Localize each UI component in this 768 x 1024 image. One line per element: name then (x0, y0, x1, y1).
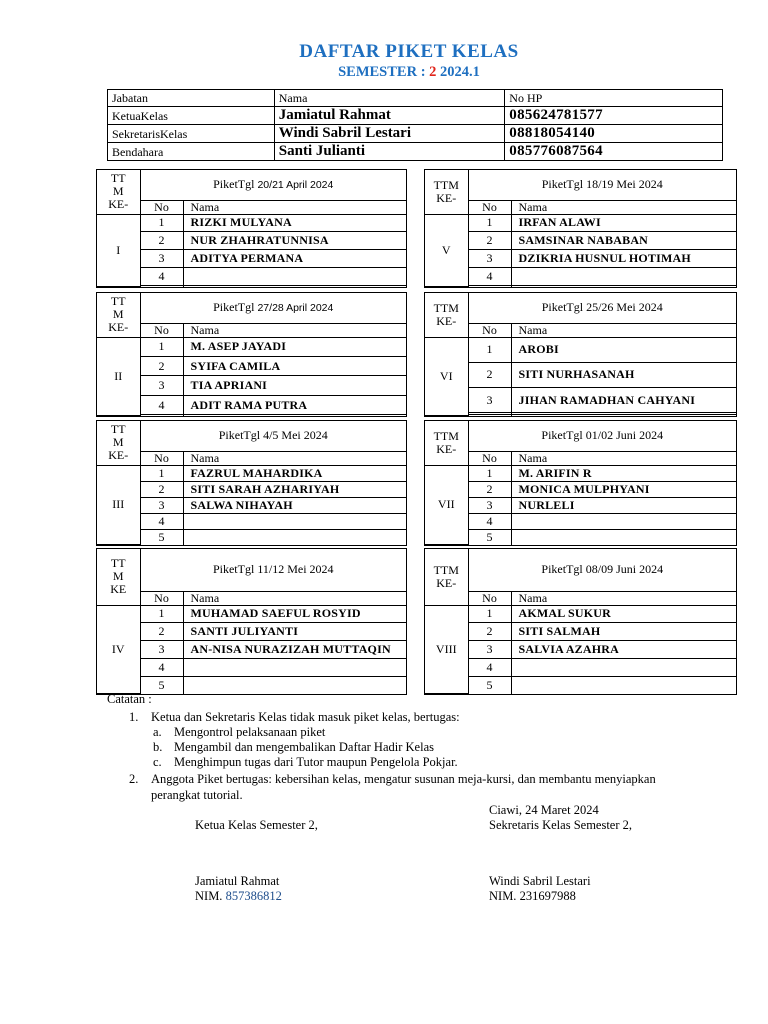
block-table (97, 421, 406, 545)
officer-role: Bendahara (108, 143, 275, 161)
ttm-line: KE- (108, 448, 129, 463)
member-row (425, 232, 736, 250)
right-signer-title: Sekretaris Kelas Semester 2, (489, 818, 633, 832)
semester-year: 2024.1 (440, 64, 480, 80)
sub-letter: c. (153, 755, 162, 769)
ttm-line: M (112, 184, 124, 199)
member-no: 4 (140, 658, 183, 676)
piket-prefix: PiketTgl (541, 300, 584, 315)
piket-date-header (140, 549, 406, 591)
member-name: AROBI (511, 337, 736, 362)
member-row (97, 497, 406, 513)
member-name (183, 658, 406, 676)
header-nama: Nama (274, 90, 505, 107)
officer-name: Windi Sabril Lestari (274, 125, 505, 143)
member-row (97, 676, 406, 693)
sub-letter: b. (153, 740, 163, 754)
member-name (511, 268, 736, 286)
member-name (511, 415, 736, 416)
member-row (425, 676, 736, 693)
block-table (425, 549, 736, 694)
member-no: 4 (468, 513, 511, 529)
col-nama-header: Nama (511, 451, 736, 465)
member-no: 4 (468, 268, 511, 286)
col-no-header: No (140, 451, 183, 465)
piket-prefix: PiketTgl (541, 177, 584, 192)
ttm-label (97, 421, 140, 465)
col-nama-header: Nama (511, 323, 736, 337)
ttm-line: TTM (433, 562, 459, 577)
member-no (140, 415, 183, 416)
member-row (97, 286, 406, 287)
ttm-line: M (112, 435, 124, 450)
member-row (425, 605, 736, 623)
piket-date: 11/12 Mei 2024 (257, 562, 334, 577)
ttm-label (97, 293, 140, 337)
right-signer-nim (489, 889, 576, 904)
place-date: Ciawi, 24 Maret 2024 (489, 803, 599, 817)
member-no: 1 (468, 337, 511, 362)
ttm-line: TTM (433, 177, 459, 192)
officer-phone: 085624781577 (505, 107, 723, 125)
note-text: perangkat tutorial. (151, 788, 243, 802)
nim-label: NIM. (489, 889, 517, 903)
member-no: 2 (140, 623, 183, 641)
piket-date-header (468, 421, 736, 451)
member-no: 2 (140, 481, 183, 497)
meeting-roman: I (97, 214, 140, 287)
col-nama-header: Nama (183, 200, 406, 214)
col-nama-header: Nama (183, 591, 406, 605)
left-signer-title: Ketua Kelas Semester 2, (195, 818, 318, 832)
member-name (511, 286, 736, 287)
member-row (425, 623, 736, 641)
member-name: AN-NISA NURAZIZAH MUTTAQIN (183, 641, 406, 659)
officer-role: SekretarisKelas (108, 125, 275, 143)
officer-name: Santi Julianti (274, 143, 505, 161)
col-nama-header: Nama (183, 323, 406, 337)
piket-date-header (468, 293, 736, 323)
member-row (97, 623, 406, 641)
block-table (97, 549, 406, 694)
member-no: 2 (468, 362, 511, 387)
member-row (425, 214, 736, 232)
member-no: 5 (468, 676, 511, 693)
col-no-header: No (140, 591, 183, 605)
member-row (97, 529, 406, 545)
member-row (97, 337, 406, 356)
nim-value: 857386812 (225, 889, 282, 903)
member-no: 2 (468, 481, 511, 497)
meeting-roman: II (97, 337, 140, 416)
ttm-line: TT (110, 556, 126, 571)
member-row (97, 395, 406, 414)
ttm-label (425, 549, 468, 605)
member-row (97, 641, 406, 659)
meeting-roman: VIII (425, 605, 468, 694)
member-no: 1 (140, 465, 183, 481)
right-signer-name: Windi Sabril Lestari (489, 874, 591, 888)
member-no: 2 (468, 232, 511, 250)
schedule-block (96, 548, 407, 695)
member-no: 3 (140, 376, 183, 395)
member-no: 1 (140, 337, 183, 356)
piket-date: 20/21 April 2024 (257, 178, 334, 191)
member-name: SYIFA CAMILA (183, 356, 406, 375)
member-name: NUR ZHAHRATUNNISA (183, 232, 406, 250)
member-name: NURLELI (511, 497, 736, 513)
member-name (183, 513, 406, 529)
note-text: Anggota Piket bertugas: kebersihan kelas, mengatur susunan meja-kursi, dan membantu menyiapkan (151, 772, 656, 786)
officer-phone: 085776087564 (505, 143, 723, 161)
member-no: 3 (468, 388, 511, 413)
ttm-label (425, 170, 468, 214)
schedule-block (96, 169, 407, 288)
schedule-block (96, 292, 407, 417)
member-no (468, 286, 511, 287)
ttm-line: TTM (433, 428, 459, 443)
officer-row (108, 107, 723, 125)
member-row (425, 465, 736, 481)
block-table (425, 293, 736, 416)
member-row (425, 388, 736, 413)
left-signer-name: Jamiatul Rahmat (195, 874, 280, 888)
schedule-block (96, 420, 407, 546)
member-no: 3 (140, 641, 183, 659)
member-name: SITI SARAH AZHARIYAH (183, 481, 406, 497)
member-name: JIHAN RAMADHAN CAHYANI (511, 388, 736, 413)
col-nama-header: Nama (511, 200, 736, 214)
piket-prefix: PiketTgl (213, 299, 255, 314)
member-no (140, 286, 183, 287)
col-nama-header: Nama (511, 591, 736, 605)
ttm-line: TT (110, 171, 126, 186)
member-name: SITI SALMAH (511, 623, 736, 641)
member-name: ADITYA PERMANA (183, 250, 406, 268)
member-name: SANTI JULIYANTI (183, 623, 406, 641)
piket-prefix: PiketTgl (212, 562, 255, 577)
member-name (183, 415, 406, 416)
sub-text: Mengontrol pelaksanaan piket (174, 725, 326, 739)
member-no (468, 415, 511, 416)
meeting-roman: VI (425, 337, 468, 416)
semester-label: SEMESTER : (338, 64, 426, 80)
member-row (425, 529, 736, 545)
member-row (97, 214, 406, 232)
schedule-block (424, 420, 737, 546)
member-name (511, 529, 736, 545)
member-name (183, 286, 406, 287)
member-name: AKMAL SUKUR (511, 605, 736, 623)
col-no-header: No (140, 323, 183, 337)
member-name: MUHAMAD SAEFUL ROSYID (183, 605, 406, 623)
schedule-block (424, 548, 737, 695)
col-nama-header: Nama (183, 451, 406, 465)
ttm-label (97, 170, 140, 214)
ttm-line: TT (110, 294, 126, 309)
block-table (97, 170, 406, 287)
ttm-line: KE- (108, 197, 129, 212)
member-row (97, 356, 406, 375)
member-name: SALVIA AZAHRA (511, 641, 736, 659)
piket-date-header (468, 170, 736, 200)
member-row (97, 268, 406, 286)
ttm-line: TTM (433, 300, 459, 315)
member-row (425, 268, 736, 286)
member-name: MONICA MULPHYANI (511, 481, 736, 497)
col-no-header: No (468, 323, 511, 337)
note-text: Ketua dan Sekretaris Kelas tidak masuk piket kelas, bertugas: (151, 710, 460, 724)
ttm-line: KE- (108, 320, 129, 335)
member-no: 3 (140, 250, 183, 268)
col-no-header: No (468, 591, 511, 605)
member-no: 2 (140, 232, 183, 250)
meeting-roman: V (425, 214, 468, 287)
block-table (97, 293, 406, 416)
member-name (511, 676, 736, 693)
member-no: 4 (140, 513, 183, 529)
col-no-header: No (140, 200, 183, 214)
nim-value: 231697988 (519, 889, 576, 903)
piket-date-header (468, 549, 736, 591)
piket-date: 08/09 Juni 2024 (585, 562, 664, 577)
member-row (425, 497, 736, 513)
member-name: TIA APRIANI (183, 376, 406, 395)
piket-prefix: PiketTgl (541, 428, 583, 443)
meeting-roman: III (97, 465, 140, 545)
member-name: SITI NURHASANAH (511, 362, 736, 387)
meeting-roman: IV (97, 605, 140, 694)
schedule-block (424, 292, 737, 417)
member-name: FAZRUL MAHARDIKA (183, 465, 406, 481)
member-no: 3 (140, 497, 183, 513)
ttm-line: M (112, 307, 124, 322)
sub-letter: a. (153, 725, 162, 739)
piket-date-header (140, 170, 406, 200)
header-jabatan: Jabatan (108, 90, 275, 107)
member-no: 1 (468, 214, 511, 232)
ttm-label (425, 421, 468, 465)
block-table (425, 170, 736, 287)
member-row (425, 513, 736, 529)
member-row (97, 232, 406, 250)
sub-text: Mengambil dan mengembalikan Daftar Hadir Kelas (174, 740, 434, 754)
member-no: 4 (140, 268, 183, 286)
member-row (425, 250, 736, 268)
member-no: 5 (140, 529, 183, 545)
semester-number: 2 (429, 64, 437, 80)
member-no: 1 (468, 465, 511, 481)
ttm-label (97, 549, 140, 605)
member-row (97, 605, 406, 623)
sub-text: Menghimpun tugas dari Tutor maupun Pengelola Pokjar. (174, 755, 458, 769)
col-no-header: No (468, 200, 511, 214)
piket-date-header (140, 421, 406, 451)
col-no-header: No (468, 451, 511, 465)
note-number: 1. (129, 710, 139, 724)
member-name (183, 268, 406, 286)
ttm-label (425, 293, 468, 337)
header-nohp: No HP (505, 90, 723, 107)
member-row (97, 415, 406, 416)
ttm-line: KE (110, 582, 127, 597)
member-name: SALWA NIHAYAH (183, 497, 406, 513)
piket-date: 25/26 Mei 2024 (586, 300, 663, 315)
member-name: M. ASEP JAYADI (183, 337, 406, 356)
officer-phone: 08818054140 (505, 125, 723, 143)
officer-name: Jamiatul Rahmat (274, 107, 505, 125)
piket-date-header (140, 293, 406, 323)
piket-prefix: PiketTgl (213, 176, 255, 191)
officers-header-row (108, 90, 723, 107)
member-row (425, 658, 736, 676)
piket-date: 27/28 April 2024 (257, 301, 334, 314)
piket-prefix: PiketTgl (541, 562, 583, 577)
piket-date: 4/5 Mei 2024 (263, 428, 328, 443)
schedule-block (424, 169, 737, 288)
member-row (425, 415, 736, 416)
ttm-line: KE- (436, 313, 457, 328)
nim-label: NIM. (195, 889, 223, 903)
officer-row (108, 143, 723, 161)
member-row (97, 250, 406, 268)
member-row (425, 481, 736, 497)
member-no: 1 (468, 605, 511, 623)
member-no: 3 (468, 497, 511, 513)
semester-line (0, 64, 768, 81)
member-row (97, 481, 406, 497)
member-row (97, 465, 406, 481)
member-no: 1 (140, 605, 183, 623)
notes-heading: Catatan : (107, 692, 152, 706)
ttm-line: TT (110, 422, 126, 437)
member-no: 5 (140, 676, 183, 693)
member-name: M. ARIFIN R (511, 465, 736, 481)
member-row (425, 286, 736, 287)
member-no: 5 (468, 529, 511, 545)
left-signer-nim (195, 889, 282, 904)
member-name: IRFAN ALAWI (511, 214, 736, 232)
member-name: ADIT RAMA PUTRA (183, 395, 406, 414)
member-row (97, 513, 406, 529)
officer-row (108, 125, 723, 143)
page-title: DAFTAR PIKET KELAS (299, 41, 519, 62)
member-no: 4 (468, 658, 511, 676)
meeting-roman: VII (425, 465, 468, 545)
member-name (511, 658, 736, 676)
member-name: RIZKI MULYANA (183, 214, 406, 232)
ttm-line: KE- (436, 441, 457, 456)
member-no: 3 (468, 250, 511, 268)
member-name: SAMSINAR NABABAN (511, 232, 736, 250)
member-no: 2 (140, 356, 183, 375)
member-row (97, 376, 406, 395)
member-no: 1 (140, 214, 183, 232)
member-name (511, 513, 736, 529)
piket-date: 01/02 Juni 2024 (585, 428, 664, 443)
member-row (425, 641, 736, 659)
officers-table (107, 89, 723, 161)
note-number: 2. (129, 772, 139, 786)
member-name (183, 529, 406, 545)
ttm-line: KE- (436, 575, 457, 590)
ttm-line: KE- (436, 190, 457, 205)
member-row (425, 362, 736, 387)
member-row (425, 337, 736, 362)
member-no: 3 (468, 641, 511, 659)
block-table (425, 421, 736, 545)
member-name: DZIKRIA HUSNUL HOTIMAH (511, 250, 736, 268)
ttm-line: M (112, 569, 124, 584)
officer-role: KetuaKelas (108, 107, 275, 125)
piket-date: 18/19 Mei 2024 (586, 177, 663, 192)
member-name (183, 676, 406, 693)
piket-prefix: PiketTgl (218, 428, 261, 443)
member-no: 4 (140, 395, 183, 414)
member-row (97, 658, 406, 676)
member-no: 2 (468, 623, 511, 641)
